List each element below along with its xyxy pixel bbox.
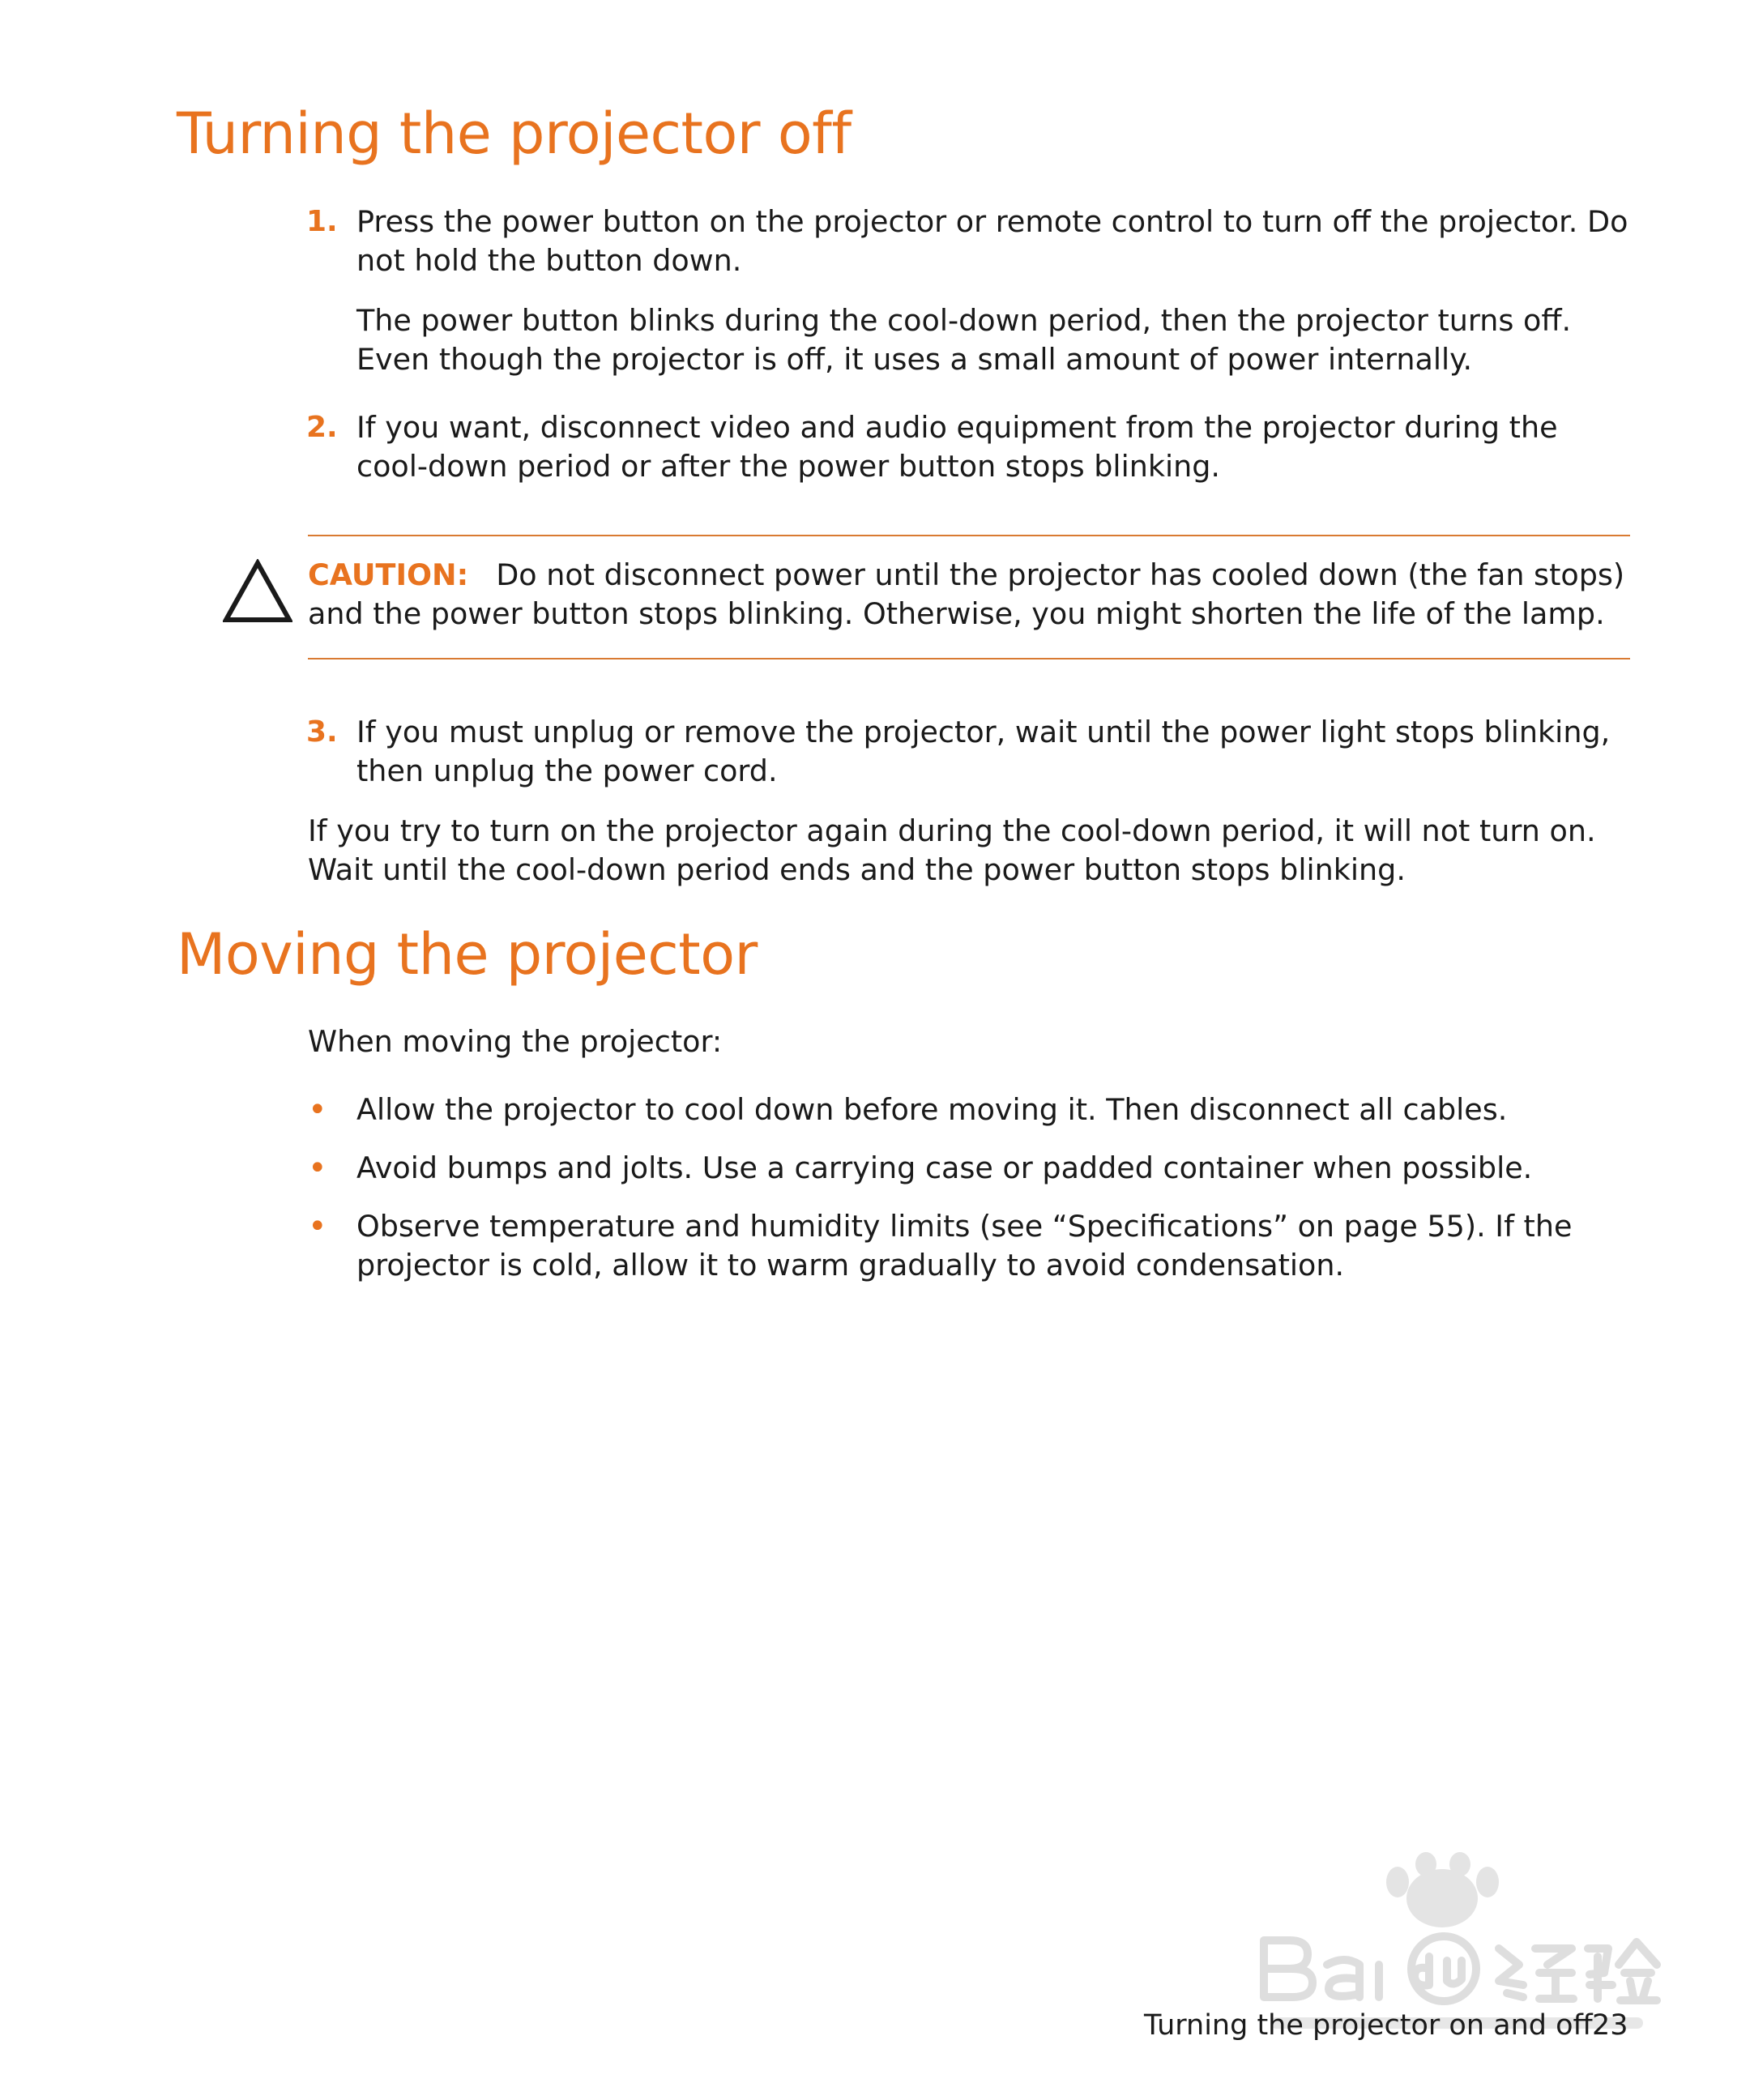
bullet-item: Observe temperature and humidity limits (see “Specifications” on page 55). If the projector is cold, allow it to warm gradually to avoid condensation. bbox=[356, 1209, 1573, 1283]
bullet-item: Avoid bumps and jolts. Use a carrying case or padded container when possible. bbox=[356, 1150, 1533, 1185]
caution-note bbox=[308, 556, 1633, 634]
step-number: 3. bbox=[306, 715, 338, 749]
closing-paragraph: If you try to turn on the projector again during the cool-down period, it will not turn on. Wait until the cool-down period ends and the power button stops blinking. bbox=[308, 813, 1596, 887]
step-number: 2. bbox=[306, 411, 338, 444]
caution-triangle-icon bbox=[223, 559, 292, 624]
caution-top-rule bbox=[308, 535, 1630, 536]
bullet-item: Allow the projector to cool down before moving it. Then disconnect all cables. bbox=[356, 1092, 1508, 1127]
page-number: 23 bbox=[1592, 2009, 1628, 2042]
section-title-moving: Moving the projector bbox=[177, 921, 758, 988]
step-text: If you must unplug or remove the projector, wait until the power light stops blinking, then unplug the power cord. bbox=[356, 715, 1611, 788]
section-title-turning-off: Turning the projector off bbox=[177, 100, 852, 167]
baidu-paw-icon bbox=[1386, 1852, 1499, 1927]
step-note: The power button blinks during the cool-down period, then the projector turns off. Even though the projector is off, it uses a small amount of power internally. bbox=[356, 303, 1572, 377]
bullet-icon: • bbox=[308, 1091, 327, 1129]
footer-section-title: Turning the projector on and off bbox=[1144, 2009, 1593, 2042]
step-text: Press the power button on the projector or remote control to turn off the projector. Do not hold the button down. bbox=[356, 204, 1628, 278]
caution-label: CAUTION: bbox=[308, 557, 469, 592]
step-number: 1. bbox=[306, 205, 338, 238]
bullet-icon: • bbox=[308, 1208, 327, 1245]
caution-bottom-rule bbox=[308, 658, 1630, 659]
bullet-icon: • bbox=[308, 1150, 327, 1187]
intro-text: When moving the projector: bbox=[308, 1024, 723, 1059]
caution-text: Do not disconnect power until the projector has cooled down (the fan stops) and the power button stops blinking. Otherwise, you might shorten the life of the lamp. bbox=[308, 557, 1625, 631]
step-text: If you want, disconnect video and audio equipment from the projector during the cool-down period or after the power button stops blinking. bbox=[356, 410, 1558, 484]
